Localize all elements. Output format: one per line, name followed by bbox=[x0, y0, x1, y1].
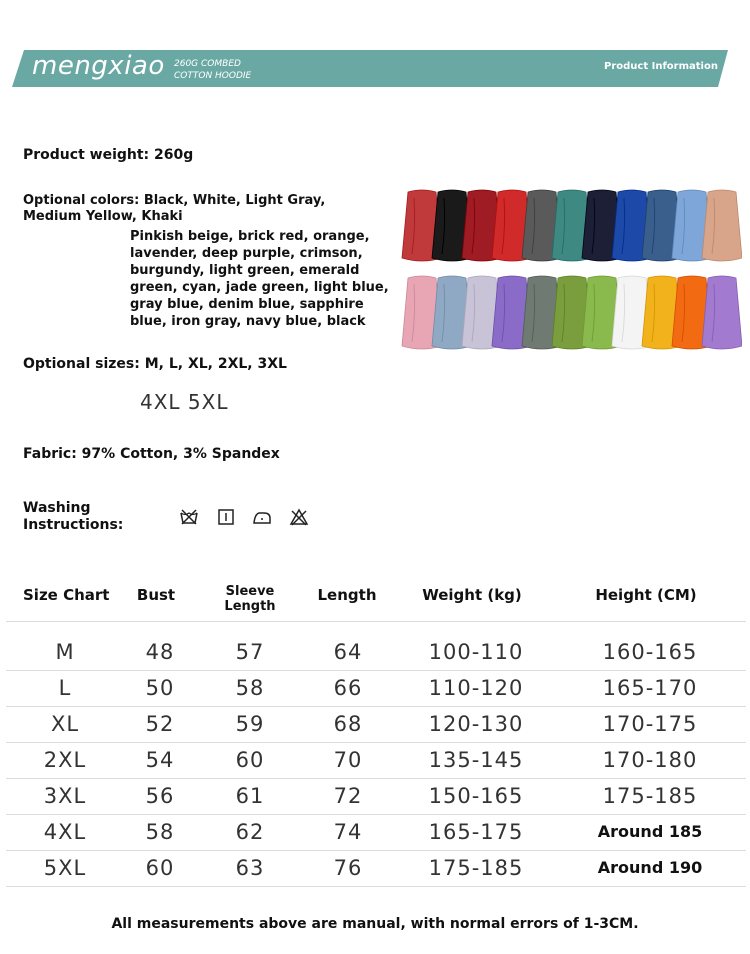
table-row bbox=[6, 634, 746, 671]
cell-height: 165-170 bbox=[602, 676, 698, 700]
table-row bbox=[6, 850, 746, 887]
cell-size: 5XL bbox=[43, 856, 87, 880]
cell-weight: 150-165 bbox=[428, 784, 524, 808]
colors-intro: Optional colors: Black, White, Light Gray, Medium Yellow, Khaki bbox=[23, 193, 326, 224]
cell-length: 72 bbox=[333, 784, 363, 808]
cell-size: L bbox=[58, 676, 72, 700]
cell-weight: 100-110 bbox=[428, 640, 524, 664]
washing-label-text: Washing Instructions: bbox=[23, 500, 124, 533]
cell-length: 74 bbox=[333, 820, 363, 844]
sweater-color-swatches bbox=[396, 182, 742, 354]
cell-weight: 110-120 bbox=[428, 676, 524, 700]
cell-bust: 60 bbox=[145, 856, 175, 880]
cell-sleeve: 62 bbox=[235, 820, 265, 844]
washing-instructions-label bbox=[23, 500, 123, 534]
cell-sleeve: 57 bbox=[235, 640, 265, 664]
top-row-sweater bbox=[702, 190, 742, 261]
header-height: Height (CM) bbox=[595, 586, 697, 604]
header-bust: Bust bbox=[136, 586, 176, 604]
brand-subtitle-line2: COTTON HOODIE bbox=[174, 71, 252, 81]
cell-weight: 135-145 bbox=[428, 748, 524, 772]
cell-height: 170-180 bbox=[602, 748, 698, 772]
product-weight: Product weight: 260g bbox=[23, 147, 194, 163]
banner-section-title: Product Information bbox=[604, 61, 718, 72]
cell-size: M bbox=[55, 640, 75, 664]
table-row bbox=[6, 706, 746, 743]
optional-sizes-more: 4XL 5XL bbox=[140, 390, 229, 414]
cell-weight: 175-185 bbox=[428, 856, 524, 880]
table-row bbox=[6, 778, 746, 815]
cell-size: 4XL bbox=[43, 820, 87, 844]
colors-list: Pinkish beige, brick red, orange, lavender, deep purple, crimson, burgundy, light green, emerald green, cyan, jade green, light blue, gray blue, denim blue, sapphire blue, iron gray, navy blue, black bbox=[130, 229, 389, 329]
header-weight: Weight (kg) bbox=[422, 586, 522, 604]
brand-subtitle bbox=[174, 58, 251, 82]
iron-icon bbox=[251, 506, 273, 528]
table-header-divider bbox=[6, 621, 746, 622]
cell-length: 64 bbox=[333, 640, 363, 664]
header-banner bbox=[0, 0, 750, 100]
cell-length: 68 bbox=[333, 712, 363, 736]
header-sleeve: Sleeve Length bbox=[224, 584, 276, 614]
table-row bbox=[6, 670, 746, 707]
cell-height: 160-165 bbox=[602, 640, 698, 664]
no-tumble-dry-icon bbox=[215, 506, 237, 528]
footnote: All measurements above are manual, with normal errors of 1-3CM. bbox=[111, 916, 639, 932]
cell-weight: 165-175 bbox=[428, 820, 524, 844]
cell-size: XL bbox=[50, 712, 80, 736]
table-row bbox=[6, 742, 746, 779]
cell-height: Around 185 bbox=[597, 822, 703, 841]
cell-sleeve: 63 bbox=[235, 856, 265, 880]
cell-size: 2XL bbox=[43, 748, 87, 772]
cell-height: 170-175 bbox=[602, 712, 698, 736]
optional-sizes: Optional sizes: M, L, XL, 2XL, 3XL bbox=[23, 356, 287, 372]
cell-bust: 50 bbox=[145, 676, 175, 700]
cell-bust: 56 bbox=[145, 784, 175, 808]
header-length: Length bbox=[317, 586, 377, 604]
table-row bbox=[6, 814, 746, 851]
cell-sleeve: 60 bbox=[235, 748, 265, 772]
no-bleach-icon bbox=[288, 506, 310, 528]
cell-height: 175-185 bbox=[602, 784, 698, 808]
no-wash-icon bbox=[178, 506, 200, 528]
brand-subtitle-line1: 260G COMBED bbox=[174, 59, 241, 69]
cell-height: Around 190 bbox=[597, 858, 703, 877]
cell-sleeve: 58 bbox=[235, 676, 265, 700]
cell-bust: 54 bbox=[145, 748, 175, 772]
cell-sleeve: 59 bbox=[235, 712, 265, 736]
cell-size: 3XL bbox=[43, 784, 87, 808]
header-size: Size Chart bbox=[23, 586, 110, 604]
cell-length: 76 bbox=[333, 856, 363, 880]
fabric: Fabric: 97% Cotton, 3% Spandex bbox=[23, 446, 280, 462]
cell-bust: 52 bbox=[145, 712, 175, 736]
cell-bust: 58 bbox=[145, 820, 175, 844]
washing-icons bbox=[178, 506, 318, 528]
brand-logo: mengxiao bbox=[32, 51, 165, 81]
cell-sleeve: 61 bbox=[235, 784, 265, 808]
cell-weight: 120-130 bbox=[428, 712, 524, 736]
cell-length: 66 bbox=[333, 676, 363, 700]
banner-shape bbox=[0, 0, 750, 100]
cell-bust: 48 bbox=[145, 640, 175, 664]
cell-length: 70 bbox=[333, 748, 363, 772]
bottom-row-sweater bbox=[702, 276, 742, 349]
